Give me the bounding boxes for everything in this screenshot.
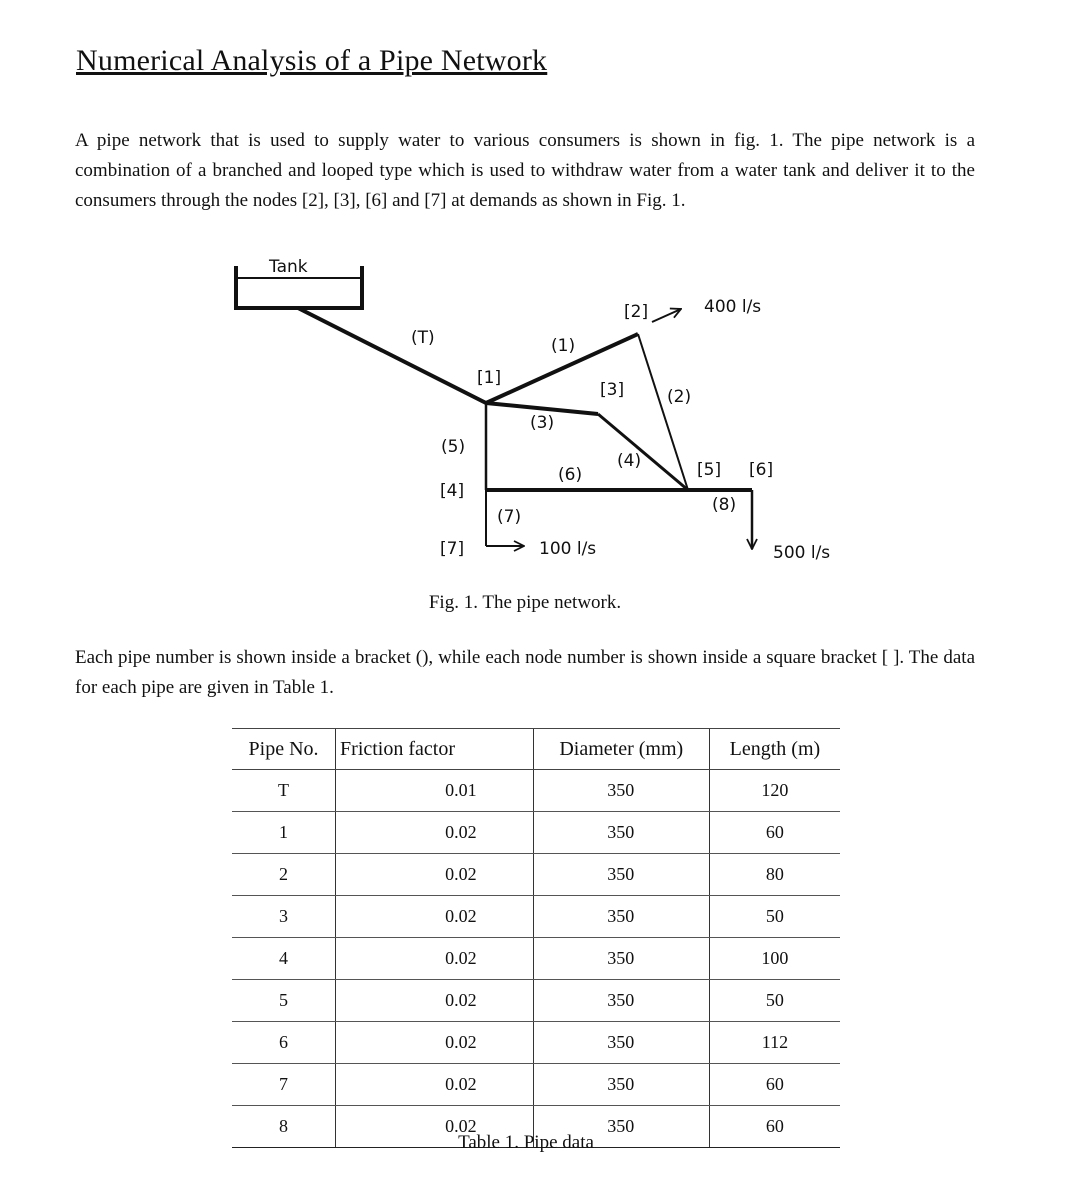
cell-length: 50 [709,980,840,1022]
demand-label-node-6: 500 l/s [773,543,831,563]
cell-diameter: 350 [533,938,709,980]
cell-diameter: 350 [533,1106,709,1148]
node-label-5: [5] [697,460,722,480]
cell-friction-factor: 0.02 [336,1106,534,1148]
table-row [232,896,840,938]
cell-pipe-no: 3 [232,896,336,938]
node-label-7: [7] [440,539,465,559]
header-diameter: Diameter (mm) [533,729,709,770]
cell-pipe-no: 7 [232,1064,336,1106]
table-row [232,1022,840,1064]
node-label-2: [2] [624,302,649,322]
table-row [232,812,840,854]
header-pipe-no: Pipe No. [232,729,336,770]
cell-length: 50 [709,896,840,938]
cell-length: 120 [709,770,840,812]
node-label-4: [4] [440,481,465,501]
cell-friction-factor: 0.02 [336,896,534,938]
cell-diameter: 350 [533,896,709,938]
table-row [232,938,840,980]
pipe-label-4: (4) [617,451,642,471]
header-friction-factor: Friction factor [336,729,534,770]
table-row [232,770,840,812]
table-row [232,854,840,896]
pipe-label-3: (3) [530,413,555,433]
pipe-2-line [638,334,688,490]
document-title: Numerical Analysis of a Pipe Network [76,44,548,77]
explanation-paragraph: Each pipe number is shown inside a bracket (), while each node number is shown inside a square bracket [ ]. The data for each pipe are given in Table 1. [75,647,975,698]
pipe-label-7: (7) [497,507,522,527]
table-row [232,1064,840,1106]
node-label-1: [1] [477,368,502,388]
pipe-T-line [298,308,486,403]
pipe-label-8: (8) [712,495,737,515]
cell-friction-factor: 0.02 [336,1064,534,1106]
pipe-network-figure [0,250,1080,580]
cell-friction-factor: 0.02 [336,1022,534,1064]
cell-diameter: 350 [533,812,709,854]
pipe-label-T: (T) [411,328,435,348]
pipe-data-table [232,728,840,1148]
header-length: Length (m) [709,729,840,770]
table-header-row [232,729,840,770]
cell-length: 60 [709,1106,840,1148]
intro-paragraph: A pipe network that is used to supply water to various consumers is shown in fig. 1. The pipe network is a combination of a branched and looped type which is used to withdraw water from a water tank and deliver it to the consumers through the nodes [2], [3], [6] and [7] at demands as shown in Fig. 1. [75,130,975,211]
demand-label-node-2: 400 l/s [704,297,762,317]
node-label-3: [3] [600,380,625,400]
table-row [232,980,840,1022]
pipe-4-line [598,414,688,490]
pipe-label-5: (5) [441,437,466,457]
cell-length: 60 [709,1064,840,1106]
pipe-label-1: (1) [551,336,576,356]
cell-diameter: 350 [533,980,709,1022]
tank-label: Tank [269,257,308,277]
cell-friction-factor: 0.02 [336,980,534,1022]
pipe-label-6: (6) [558,465,583,485]
cell-friction-factor: 0.02 [336,812,534,854]
cell-pipe-no: 1 [232,812,336,854]
cell-friction-factor: 0.02 [336,938,534,980]
table-caption: Table 1. Pipe data [458,1132,594,1153]
cell-friction-factor: 0.02 [336,854,534,896]
cell-diameter: 350 [533,1064,709,1106]
figure-caption: Fig. 1. The pipe network. [428,592,622,613]
cell-pipe-no: 6 [232,1022,336,1064]
node-label-6: [6] [749,460,774,480]
demand-arrow-node-2 [652,309,681,322]
cell-diameter: 350 [533,854,709,896]
cell-pipe-no: 8 [232,1106,336,1148]
pipe-label-2: (2) [667,387,692,407]
cell-length: 80 [709,854,840,896]
demand-label-node-7: 100 l/s [539,539,597,559]
cell-length: 60 [709,812,840,854]
cell-pipe-no: 4 [232,938,336,980]
cell-friction-factor: 0.01 [336,770,534,812]
cell-pipe-no: T [232,770,336,812]
cell-length: 112 [709,1022,840,1064]
cell-pipe-no: 2 [232,854,336,896]
cell-length: 100 [709,938,840,980]
cell-diameter: 350 [533,1022,709,1064]
cell-pipe-no: 5 [232,980,336,1022]
cell-diameter: 350 [533,770,709,812]
